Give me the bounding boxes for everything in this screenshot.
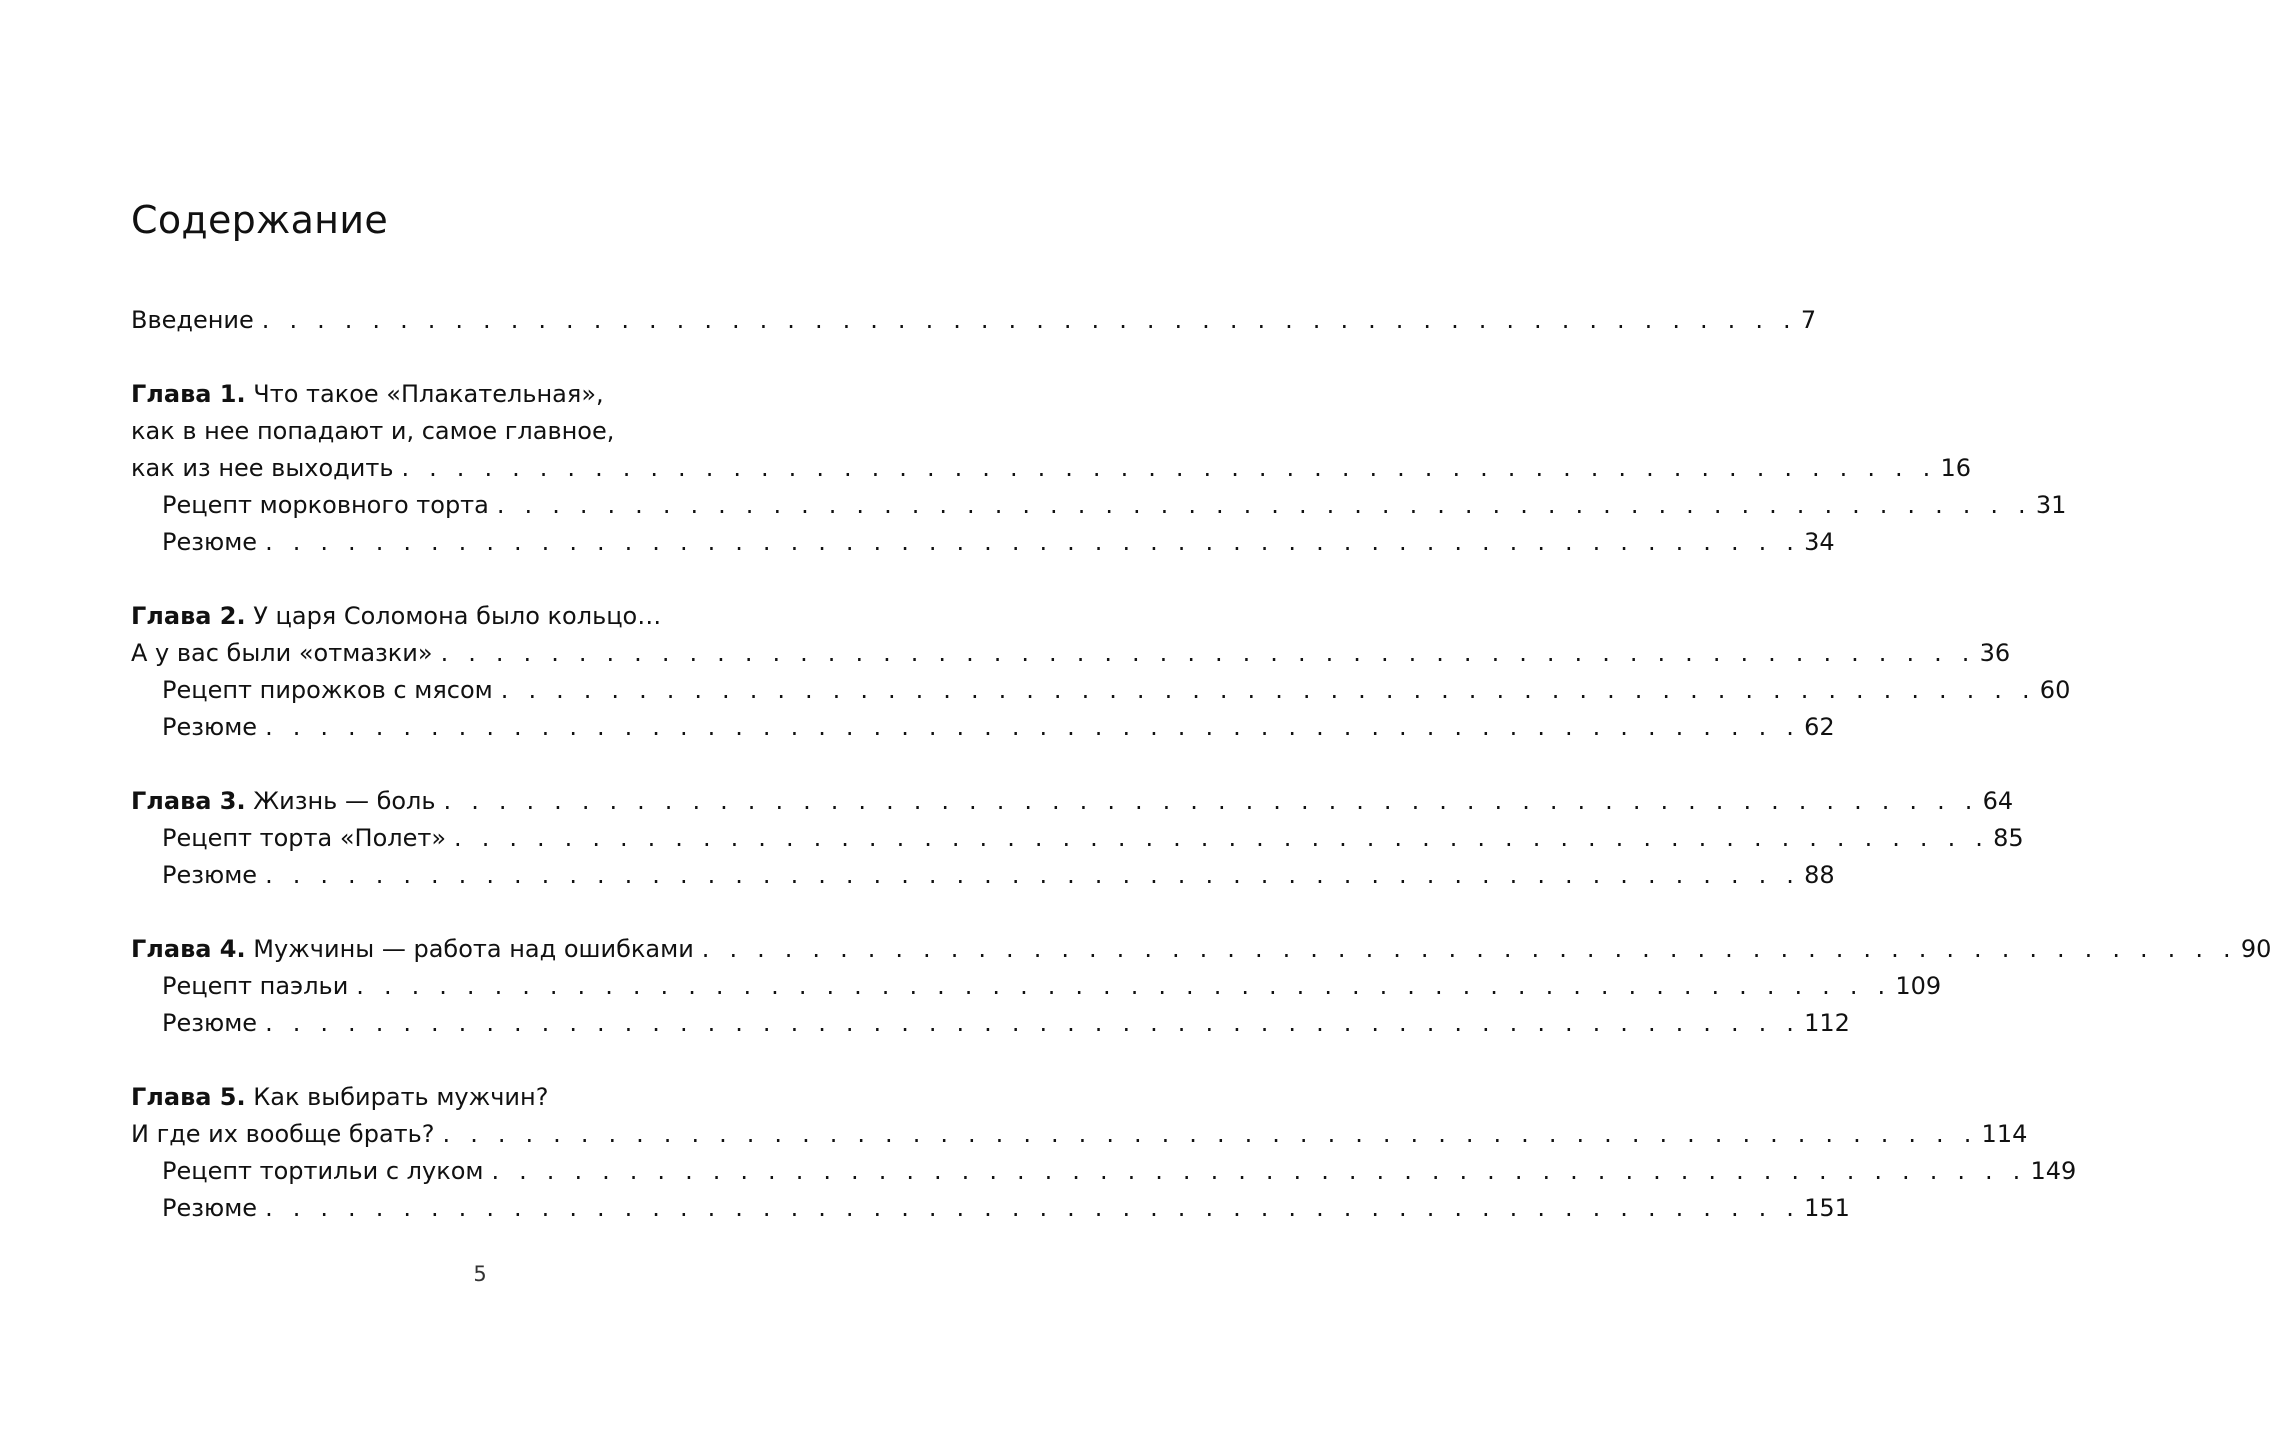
toc-entry-title: Резюме [162, 528, 258, 556]
chapter-title: как в нее попадают и, самое главное, [131, 417, 615, 445]
toc-entry-title: Введение [131, 306, 254, 334]
dot-leader: . . . . . . . . . . . . . . . . . . . . . . . . . . . . . . . . . . . . . . . . . . . . . . . . . . . . . . . . [401, 454, 1937, 482]
toc-entry-title: Резюме [162, 713, 258, 741]
dot-leader: . . . . . . . . . . . . . . . . . . . . . . . . . . . . . . . . . . . . . . . . . . . . . . . . . . . . . . . . [491, 1157, 2027, 1185]
dot-leader: . . . . . . . . . . . . . . . . . . . . . . . . . . . . . . . . . . . . . . . . . . . . . . . . . . . . . . . . [701, 935, 2237, 963]
toc-subentry [131, 709, 1835, 746]
toc-entry-title: Резюме [162, 861, 258, 889]
dot-leader: . . . . . . . . . . . . . . . . . . . . . . . . . . . . . . . . . . . . . . . . . . . . . . . . . . . . . . . . [261, 306, 1797, 334]
toc-page-number: 64 [1982, 787, 2014, 815]
toc-chapter-1-line-1 [131, 376, 823, 413]
toc-page-number: 7 [1800, 306, 1817, 334]
dot-leader: . . . . . . . . . . . . . . . . . . . . . . . . . . . . . . . . . . . . . . . . . . . . . . . . . . . . . . . . [265, 713, 1801, 741]
chapter-title: У царя Соломона было кольцо… [253, 602, 662, 630]
chapter-title: как из нее выходить [131, 454, 394, 482]
chapter-label: Глава 3. [131, 787, 246, 815]
toc-page-number: 90 [2240, 935, 2271, 963]
toc-chapter-4 [131, 931, 2271, 968]
chapter-label: Глава 4. [131, 935, 246, 963]
chapter-title: И где их вообще брать? [131, 1120, 435, 1148]
toc-page-number: 112 [1804, 1009, 1850, 1037]
toc-subentry [131, 820, 2024, 857]
chapter-title: А у вас были «отмазки» [131, 639, 433, 667]
toc-page-number: 85 [1993, 824, 2024, 852]
chapter-label: Глава 5. [131, 1083, 246, 1111]
toc-entry-title: Резюме [162, 1194, 258, 1222]
dot-leader: . . . . . . . . . . . . . . . . . . . . . . . . . . . . . . . . . . . . . . . . . . . . . . . . . . . . . . . . [440, 639, 1976, 667]
toc-entry-title: Рецепт паэльи [162, 972, 349, 1000]
dot-leader: . . . . . . . . . . . . . . . . . . . . . . . . . . . . . . . . . . . . . . . . . . . . . . . . . . . . . . . . [500, 676, 2036, 704]
dot-leader: . . . . . . . . . . . . . . . . . . . . . . . . . . . . . . . . . . . . . . . . . . . . . . . . . . . . . . . . [265, 1009, 1801, 1037]
toc-page-number: 16 [1940, 454, 1972, 482]
toc-chapter-2-line-2 [131, 635, 2011, 672]
dot-leader: . . . . . . . . . . . . . . . . . . . . . . . . . . . . . . . . . . . . . . . . . . . . . . . . . . . . . . . . [496, 491, 2032, 519]
toc-subentry [131, 1153, 2077, 1190]
toc-subentry [131, 968, 1942, 1005]
toc-subentry [131, 857, 1835, 894]
dot-leader: . . . . . . . . . . . . . . . . . . . . . . . . . . . . . . . . . . . . . . . . . . . . . . . . . . . . . . . . [265, 528, 1801, 556]
toc-subentry [131, 1190, 1850, 1227]
toc-page-number: 109 [1895, 972, 1942, 1000]
dot-leader: . . . . . . . . . . . . . . . . . . . . . . . . . . . . . . . . . . . . . . . . . . . . . . . . . . . . . . . . [454, 824, 1990, 852]
toc-page-number: 149 [2030, 1157, 2077, 1185]
toc-chapter-5-line-2 [131, 1116, 2028, 1153]
chapter-title: Жизнь — боль [253, 787, 436, 815]
chapter-title: Мужчины — работа над ошибками [253, 935, 694, 963]
toc-chapter-3 [131, 783, 2014, 820]
toc-page-number: 34 [1804, 528, 1835, 556]
toc-entry-title: Рецепт торта «Полет» [162, 824, 447, 852]
toc-page-number: 114 [1981, 1120, 2028, 1148]
toc-chapter-2-line-1 [131, 598, 823, 635]
toc-subentry [131, 487, 2067, 524]
toc-entry-title: Рецепт тортильи с луком [162, 1157, 484, 1185]
dot-leader: . . . . . . . . . . . . . . . . . . . . . . . . . . . . . . . . . . . . . . . . . . . . . . . . . . . . . . . . [356, 972, 1892, 1000]
chapter-title: Что такое «Плакательная», [253, 380, 604, 408]
toc-page-number: 62 [1804, 713, 1835, 741]
toc-page-number: 36 [1979, 639, 2011, 667]
toc-entry-title: Рецепт пирожков с мясом [162, 676, 493, 704]
chapter-label: Глава 2. [131, 602, 246, 630]
toc-subentry [131, 524, 1835, 561]
toc-subentry [131, 672, 2071, 709]
dot-leader: . . . . . . . . . . . . . . . . . . . . . . . . . . . . . . . . . . . . . . . . . . . . . . . . . . . . . . . . [443, 787, 1979, 815]
toc-subentry [131, 1005, 1850, 1042]
page-number: 5 [473, 1262, 487, 1286]
toc-chapter-5-line-1 [131, 1079, 823, 1116]
chapter-title: Как выбирать мужчин? [253, 1083, 549, 1111]
dot-leader: . . . . . . . . . . . . . . . . . . . . . . . . . . . . . . . . . . . . . . . . . . . . . . . . . . . . . . . . [442, 1120, 1978, 1148]
page-title: Содержание [131, 198, 388, 242]
dot-leader: . . . . . . . . . . . . . . . . . . . . . . . . . . . . . . . . . . . . . . . . . . . . . . . . . . . . . . . . [265, 1194, 1801, 1222]
toc-entry-intro [131, 302, 1817, 339]
toc-page-number: 31 [2035, 491, 2067, 519]
toc-page-number: 151 [1804, 1194, 1850, 1222]
chapter-label: Глава 1. [131, 380, 246, 408]
toc-page-number: 60 [2039, 676, 2071, 704]
dot-leader: . . . . . . . . . . . . . . . . . . . . . . . . . . . . . . . . . . . . . . . . . . . . . . . . . . . . . . . . [265, 861, 1801, 889]
toc-chapter-1-line-2 [131, 413, 823, 450]
toc-chapter-1-line-3 [131, 450, 1972, 487]
table-of-contents [131, 302, 2271, 1227]
toc-page-number: 88 [1804, 861, 1835, 889]
toc-entry-title: Резюме [162, 1009, 258, 1037]
toc-entry-title: Рецепт морковного торта [162, 491, 489, 519]
